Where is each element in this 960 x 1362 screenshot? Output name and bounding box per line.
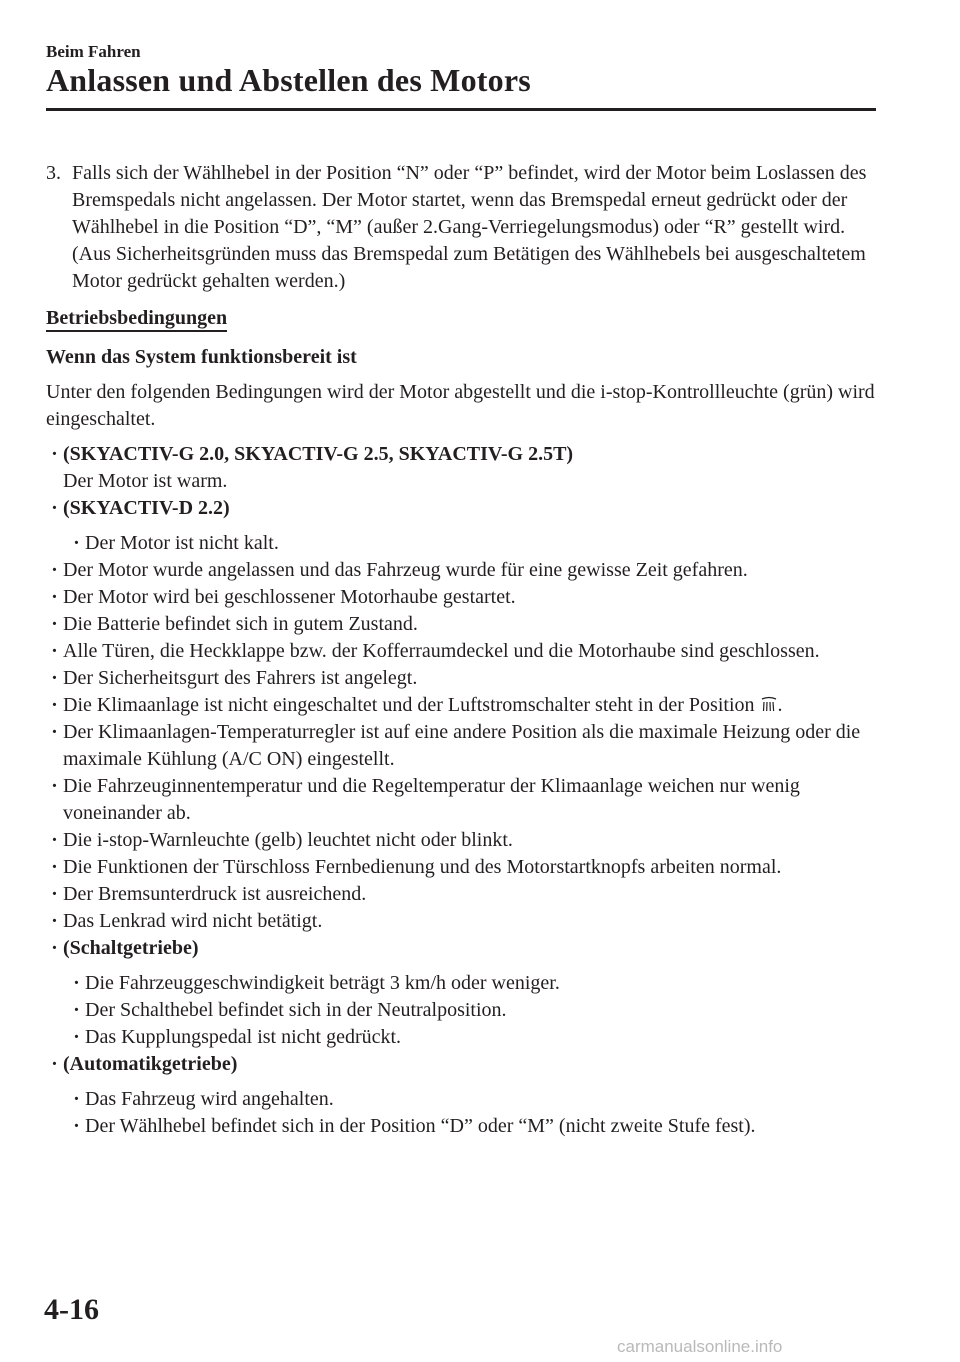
list-item-text: Der Wählhebel befindet sich in der Position “D” oder “M” (nicht zweite Stufe fest).	[85, 1115, 756, 1137]
list-item-text: Der Motor wird bei geschlossener Motorhaube gestartet.	[63, 586, 516, 608]
list-item-text: Die Fahrzeuginnentemperatur und die Regeltemperatur der Klimaanlage weichen nur wenig voneinander ab.	[63, 775, 800, 824]
list-item	[68, 970, 882, 997]
diesel-list	[46, 530, 882, 557]
watermark-link[interactable]: carmanualsonline.info	[617, 1337, 783, 1356]
list-item-text: Das Kupplungspedal ist nicht gedrückt.	[85, 1026, 402, 1048]
bullet-dot: ·	[51, 586, 58, 608]
step-text: Falls sich der Wählhebel in der Position “N” oder “P” befindet, wird der Motor beim Loslassen des Bremspedals nicht angelassen. Der Motor startet, wenn das Bremspedal erneut gedrückt oder der Wählhebel in die Position “D”, “M” (außer 2.Gang-Verriegelungsmodus) oder “R” gestellt wird. (Aus Sicherheitsgründen muss das Bremspedal zum Betätigen des Wählhebels bei ausgeschaltetem Motor gedrückt gehalten werden.)	[72, 162, 867, 292]
bullet-dot: ·	[51, 613, 58, 635]
list-item	[68, 1113, 882, 1140]
list-item-text: Die Funktionen der Türschloss Fernbedienung und des Motorstartknopfs arbeiten normal.	[63, 856, 782, 878]
manual-transmission-heading: (Schaltgetriebe)	[63, 937, 199, 959]
step-number: 3.	[46, 162, 61, 184]
list-item	[46, 557, 882, 584]
conditions-intro: Unter den folgenden Bedingungen wird der Motor abgestellt und die i-stop-Kontrollleuchte (grün) wird eingeschaltet.	[46, 381, 875, 430]
bullet-dot: ·	[73, 1088, 80, 1110]
page-content	[46, 160, 882, 1140]
climate-item	[63, 692, 882, 719]
list-item	[68, 997, 882, 1024]
automatic-transmission-heading: (Automatikgetriebe)	[63, 1053, 238, 1075]
bullet-dot: ·	[51, 883, 58, 905]
list-item-text: Die Batterie befindet sich in gutem Zustand.	[63, 613, 418, 635]
bullet-dot: ·	[51, 667, 58, 689]
list-item-text: Die i-stop-Warnleuchte (gelb) leuchtet nicht oder blinkt.	[63, 829, 513, 851]
bullet-dot: ·	[51, 443, 58, 465]
climate-item-text: Die Klimaanlage ist nicht eingeschaltet und der Luftstromschalter steht in der Position	[63, 694, 755, 716]
bullet-dot: ·	[51, 775, 58, 797]
list-item-text: Die Fahrzeuggeschwindigkeit beträgt 3 km/h oder weniger.	[85, 972, 560, 994]
conditions-subheading: Wenn das System funktionsbereit ist	[46, 346, 357, 368]
list-item	[68, 530, 882, 557]
list-item	[46, 584, 882, 611]
list-item	[68, 1086, 882, 1113]
bullet-dot: ·	[51, 559, 58, 581]
list-item	[46, 495, 882, 522]
bullet-dot: ·	[51, 937, 58, 959]
list-item	[46, 773, 882, 827]
conditions-heading: Betriebsbedingungen	[46, 307, 227, 332]
bullet-dot: ·	[73, 972, 80, 994]
diesel-engine-heading: (SKYACTIV-D 2.2)	[63, 497, 230, 519]
list-item-text: Der Schalthebel befindet sich in der Neutralposition.	[85, 999, 507, 1021]
bullet-dot: ·	[51, 497, 58, 519]
list-item	[68, 1024, 882, 1051]
list-item-text: Das Lenkrad wird nicht betätigt.	[63, 910, 323, 932]
bullet-dot: ·	[51, 640, 58, 662]
list-item-text: Alle Türen, die Heckklappe bzw. der Kofferraumdeckel und die Motorhaube sind geschlossen.	[63, 640, 820, 662]
climate-item-end: .	[777, 694, 783, 716]
automatic-list	[46, 1086, 882, 1140]
list-item	[46, 638, 882, 665]
bullet-dot: ·	[51, 694, 58, 716]
list-item	[46, 827, 882, 854]
step-item	[46, 160, 882, 295]
bullet-dot: ·	[73, 532, 80, 554]
list-item-text: Der Klimaanlagen-Temperaturregler ist auf eine andere Position als die maximale Heizung oder die maximale Kühlung (A/C ON) eingestellt.	[63, 721, 861, 770]
bullet-dot: ·	[73, 999, 80, 1021]
bullet-dot: ·	[51, 829, 58, 851]
manual-list	[46, 970, 882, 1051]
bullet-dot: ·	[51, 1053, 58, 1075]
page-number: 4-16	[44, 1293, 99, 1326]
list-item	[46, 935, 882, 962]
title-rule	[46, 108, 876, 111]
page-title: Anlassen und Abstellen des Motors	[46, 62, 531, 98]
list-item	[46, 1051, 882, 1078]
petrol-engine-heading: (SKYACTIV-G 2.0, SKYACTIV-G 2.5, SKYACTIV-G 2.5T)	[63, 443, 574, 465]
list-item-text: Der Sicherheitsgurt des Fahrers ist angelegt.	[63, 667, 418, 689]
list-item-text: Der Motor wurde angelassen und das Fahrzeug wurde für eine gewisse Zeit gefahren.	[63, 559, 748, 581]
bullet-dot: ·	[73, 1115, 80, 1137]
list-item-text: Der Bremsunterdruck ist ausreichend.	[63, 883, 367, 905]
bullet-dot: ·	[51, 910, 58, 932]
bullet-dot: ·	[51, 856, 58, 878]
section-label: Beim Fahren	[46, 42, 141, 61]
defroster-airflow-icon	[760, 695, 778, 713]
list-item-text: Das Fahrzeug wird angehalten.	[85, 1088, 334, 1110]
list-item	[46, 611, 882, 638]
list-item	[46, 854, 882, 881]
list-item	[46, 665, 882, 692]
list-item-text: Der Motor ist nicht kalt.	[85, 532, 279, 554]
bullet-dot: ·	[51, 721, 58, 743]
list-item	[46, 908, 882, 935]
list-item	[46, 692, 882, 719]
list-item	[46, 719, 882, 773]
bullet-dot: ·	[73, 1026, 80, 1048]
list-item	[46, 881, 882, 908]
list-item	[46, 441, 882, 468]
petrol-engine-text: Der Motor ist warm.	[63, 470, 228, 492]
